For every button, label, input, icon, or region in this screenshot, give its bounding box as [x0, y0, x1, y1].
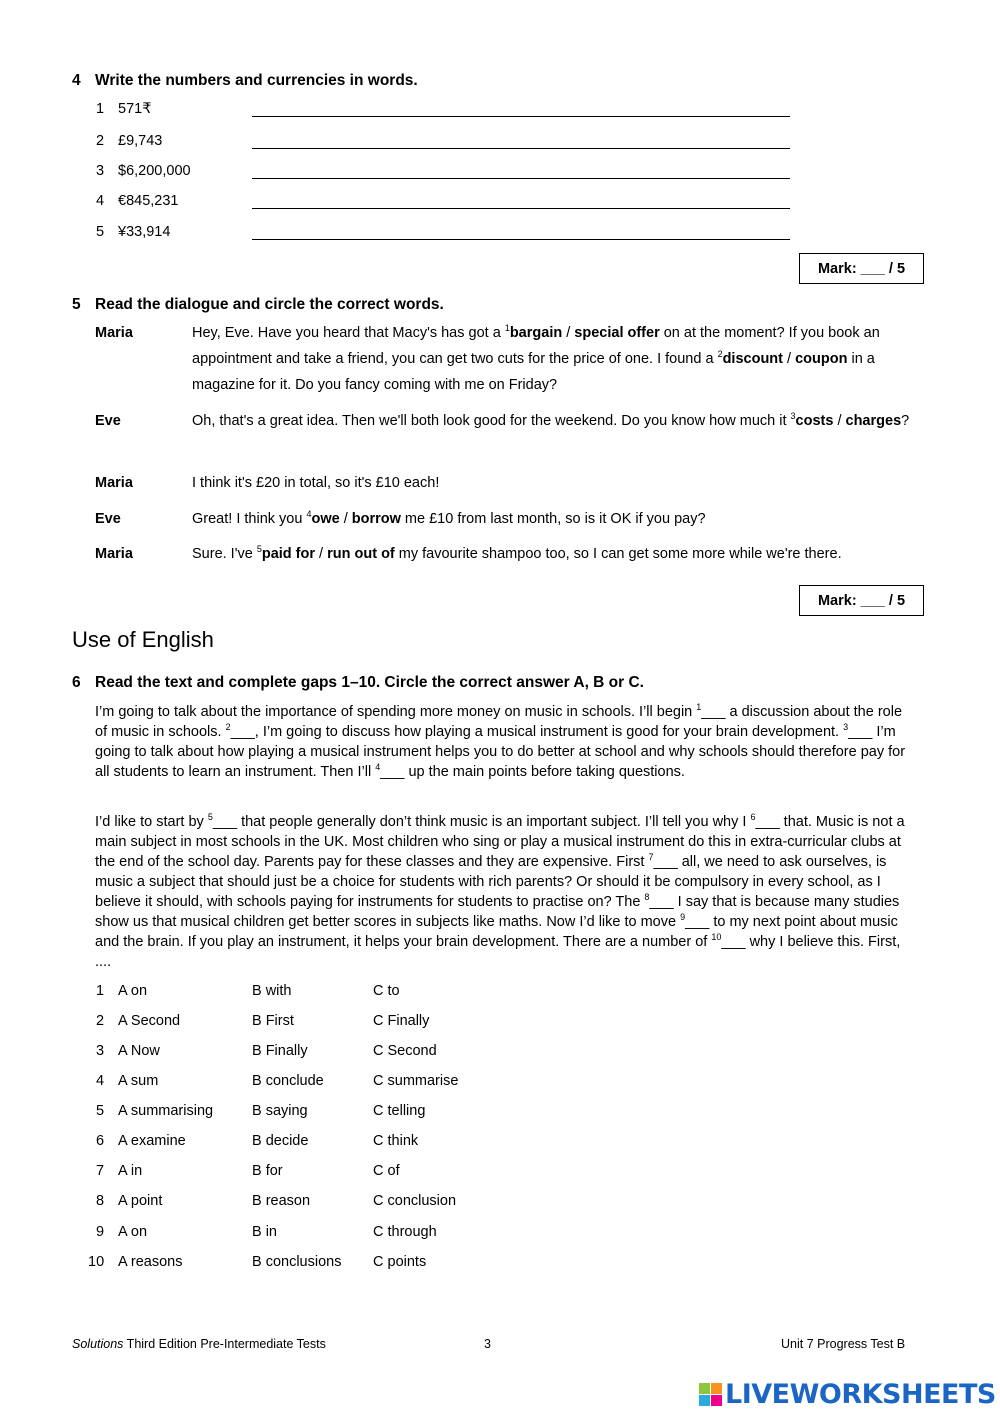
- option-number: 3: [96, 1043, 105, 1059]
- dialogue-line-2: Oh, that's a great idea. Then we'll both look good for the weekend. Do you know how much it $^3$costs / charges?: [192, 411, 910, 429]
- liveworksheets-wordmark: LIVEWORKSHEETS: [725, 1379, 996, 1410]
- option-number: 9: [96, 1224, 105, 1240]
- dialogue-line-3: I think it's £20 in total, so it's £10 each!: [192, 475, 440, 491]
- q5-number: 5: [72, 296, 81, 313]
- footer-book-title: Solutions Third Edition Pre-Intermediate Tests: [72, 1337, 326, 1351]
- dialogue-line-1: Hey, Eve. Have you heard that Macy's has got a $^1$bargain / special offer on at the moment? If you book an appointment and take a friend, you can get two cuts for the price of one. I found a $^2$discount / coupon in a magazine for it. Do you fancy coming with me on Friday?: [192, 323, 880, 393]
- q4-item-number: 1: [96, 101, 105, 117]
- option-b[interactable]: B saying: [252, 1103, 308, 1119]
- q4-answer-line-5[interactable]: [252, 239, 790, 240]
- footer-page-number: 3: [484, 1337, 491, 1351]
- option-b[interactable]: B in: [252, 1224, 277, 1240]
- q4-answer-line-2[interactable]: [252, 148, 790, 149]
- q4-answer-line-1[interactable]: [252, 116, 790, 117]
- dialogue-speaker: Maria: [95, 475, 133, 491]
- option-a[interactable]: A sum: [118, 1073, 159, 1089]
- option-a[interactable]: A reasons: [118, 1254, 183, 1270]
- option-number: 2: [96, 1013, 105, 1029]
- dialogue-speaker: Maria: [95, 325, 133, 341]
- option-b[interactable]: B with: [252, 983, 292, 999]
- option-b[interactable]: B conclusions: [252, 1254, 342, 1270]
- q4-item-value: $6,200,000: [118, 163, 191, 179]
- liveworksheets-logo: [699, 1379, 996, 1410]
- option-c[interactable]: C think: [373, 1133, 419, 1149]
- option-c[interactable]: C through: [373, 1224, 437, 1240]
- option-c[interactable]: C Finally: [373, 1013, 430, 1029]
- footer-unit: Unit 7 Progress Test B: [781, 1337, 906, 1351]
- option-c[interactable]: C points: [373, 1254, 427, 1270]
- badge-square: [711, 1395, 722, 1406]
- q4-item-value: 571₹: [118, 101, 152, 117]
- option-a[interactable]: A examine: [118, 1133, 186, 1149]
- option-a[interactable]: A on: [118, 1224, 148, 1240]
- option-number: 8: [96, 1193, 105, 1209]
- option-a[interactable]: A Second: [118, 1013, 181, 1029]
- q5-title: Read the dialogue and circle the correct words.: [95, 296, 444, 313]
- choice-word[interactable]: coupon: [795, 351, 848, 367]
- choice-word[interactable]: costs: [795, 413, 834, 429]
- q6-number: 6: [72, 674, 81, 691]
- badge-square: [711, 1383, 722, 1394]
- q6-title: Read the text and complete gaps 1–10. Circle the correct answer A, B or C.: [95, 674, 644, 691]
- liveworksheets-badge-icon: [699, 1383, 722, 1406]
- q4-item-value: £9,743: [118, 133, 163, 149]
- option-number: 6: [96, 1133, 105, 1149]
- option-c[interactable]: C Second: [373, 1043, 437, 1059]
- option-a[interactable]: A Now: [118, 1043, 160, 1059]
- choice-word[interactable]: paid for: [261, 546, 316, 562]
- badge-square: [699, 1383, 710, 1394]
- option-c[interactable]: C summarise: [373, 1073, 459, 1089]
- q4-title: Write the numbers and currencies in words.: [95, 72, 418, 89]
- option-b[interactable]: B reason: [252, 1193, 311, 1209]
- dialogue-speaker: Eve: [95, 511, 121, 527]
- choice-word[interactable]: owe: [311, 511, 340, 527]
- choice-word[interactable]: charges: [845, 413, 902, 429]
- option-c[interactable]: C of: [373, 1163, 400, 1179]
- option-number: 1: [96, 983, 105, 999]
- option-b[interactable]: B First: [252, 1013, 294, 1029]
- badge-square: [699, 1395, 710, 1406]
- q4-item-value: €845,231: [118, 193, 179, 209]
- option-number: 7: [96, 1163, 105, 1179]
- choice-word[interactable]: borrow: [351, 511, 401, 527]
- q6-paragraph-1: I’m going to talk about the importance of spending more money on music in schools. I’ll begin $^1$___ a discussion about the role of music in schools. $^2$___, I’m going to discuss how playing a musical instrument is good for your brain development. $^3$___ I’m going to talk about how playing a musical instrument helps you to do better at school and why schools should therefore pay for all students to learn an instrument. Then I’ll $^4$___ up the main points before taking questions.: [95, 702, 906, 780]
- option-number: 4: [96, 1073, 105, 1089]
- option-b[interactable]: B Finally: [252, 1043, 308, 1059]
- option-number: 10: [88, 1254, 105, 1270]
- option-a[interactable]: A summarising: [118, 1103, 214, 1119]
- dialogue-line-5: Sure. I've $^5$paid for / run out of my favourite shampoo too, so I can get some more while we're there.: [192, 544, 842, 562]
- option-b[interactable]: B for: [252, 1163, 283, 1179]
- option-c[interactable]: C conclusion: [373, 1193, 457, 1209]
- q4-item-number: 5: [96, 224, 105, 240]
- choice-word[interactable]: bargain: [509, 325, 563, 341]
- q4-item-number: 4: [96, 193, 105, 209]
- option-number: 5: [96, 1103, 105, 1119]
- option-b[interactable]: B conclude: [252, 1073, 324, 1089]
- q4-answer-line-4[interactable]: [252, 208, 790, 209]
- dialogue-line-4: Great! I think you $^4$owe / borrow me £10 from last month, so is it OK if you pay?: [192, 509, 706, 527]
- section-title: Use of English: [72, 627, 214, 652]
- dialogue-speaker: Maria: [95, 546, 133, 562]
- q4-number: 4: [72, 72, 81, 89]
- option-c[interactable]: C to: [373, 983, 400, 999]
- option-a[interactable]: A point: [118, 1193, 163, 1209]
- q5-mark-box[interactable]: Mark: ___ / 5: [799, 585, 924, 616]
- choice-word[interactable]: run out of: [327, 546, 395, 562]
- q4-mark-box[interactable]: Mark: ___ / 5: [799, 253, 924, 284]
- q4-answer-line-3[interactable]: [252, 178, 790, 179]
- q4-item-value: ¥33,914: [118, 224, 171, 240]
- option-c[interactable]: C telling: [373, 1103, 426, 1119]
- option-a[interactable]: A in: [118, 1163, 143, 1179]
- q4-item-number: 3: [96, 163, 105, 179]
- option-a[interactable]: A on: [118, 983, 148, 999]
- dialogue-speaker: Eve: [95, 413, 121, 429]
- choice-word[interactable]: discount: [722, 351, 783, 367]
- option-b[interactable]: B decide: [252, 1133, 309, 1149]
- q6-paragraph-2: I’d like to start by $^5$___ that people generally don’t think music is an important subject. I’ll tell you why I $^6$___ that. Music is not a main subject in most schools in the UK. Most children who sing or play a musical instrument do this in extra-curricular clubs at the end of the school day. Parents pay for these classes and they are expensive. First $^7$___ all, we need to ask ourselves, is music a subject that should just be a choice for students with rich parents? Or should it be compulsory in every school, as I believe it should, with schools paying for instruments for students to practise on? The $^8$___ I say that is because many studies show us that musical children get better scores in subjects like maths. Now I’d like to move $^9$___ to my next point about music and the brain. If you play an instrument, it helps your brain development. There are a number of $^{10}$___ why I believe this. First, ....: [95, 812, 905, 970]
- choice-word[interactable]: special offer: [574, 325, 660, 341]
- q4-item-number: 2: [96, 133, 105, 149]
